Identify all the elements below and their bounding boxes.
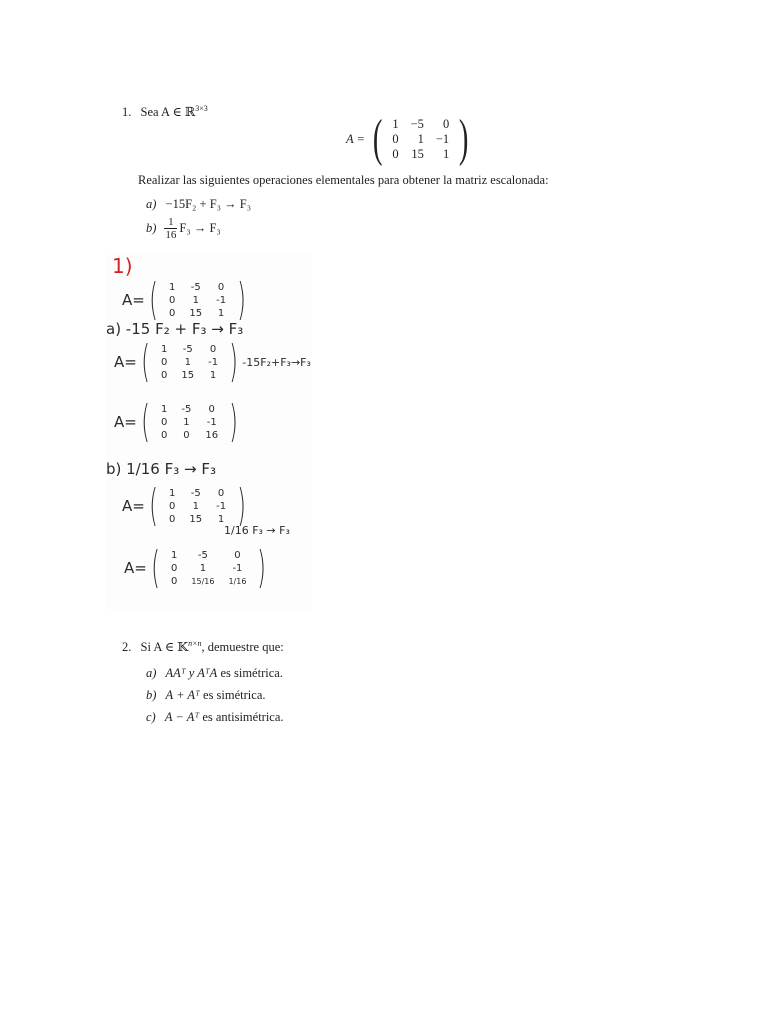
hw-cell: -1 [216, 500, 227, 512]
matrix-cell: 0 [392, 131, 399, 146]
problem2-heading [122, 639, 284, 655]
op-b-label: b) [146, 221, 157, 235]
item-c-text: es antisimétrica. [199, 710, 284, 724]
hw-matrix-2 [114, 396, 242, 447]
hw-matrix-3 [122, 480, 250, 531]
hw-a-label: A= [124, 559, 147, 577]
hw-cell: 15/16 [191, 576, 215, 586]
hw-a-label: A= [114, 353, 137, 371]
hw-cell: 0 [217, 281, 225, 293]
problem2-intro: Si A ∈ 𝕂 [140, 640, 189, 655]
hw-cell: 1 [184, 356, 191, 368]
hw-cell: 0 [234, 549, 241, 561]
op-a [146, 197, 251, 212]
item-b-label: b) [146, 688, 157, 702]
hw-cell: 0 [217, 487, 225, 499]
problem1-instruction: Realizar las siguientes operaciones elementales para obtener la matriz escalonada: [138, 173, 549, 187]
hw-cell: 1 [183, 416, 190, 428]
hw-cell: -5 [182, 343, 193, 355]
hw-step-b: b) 1/16 F₃ → F₃ [106, 460, 216, 478]
hw-cell: 15 [189, 513, 203, 525]
matrix-cell: 1 [392, 116, 399, 131]
hw-cell: 1 [171, 549, 178, 561]
hw-cell: 0 [169, 294, 176, 306]
hw-cell: -1 [208, 356, 219, 368]
hw-cell: 0 [171, 575, 178, 587]
hw-cell: 0 [161, 356, 168, 368]
fraction-denominator: 16 [165, 229, 177, 241]
matrix-table [386, 117, 455, 162]
matrix-cell: 1 [442, 146, 450, 161]
hw-cell: 1 [169, 281, 176, 293]
hw-cell: 1/16 [228, 576, 247, 586]
hw-step-a: a) -15 F₂ + F₃ → F₃ [106, 320, 244, 338]
left-paren: ( [141, 396, 150, 447]
hw-op-a: -15F₂+F₃→F₃ [242, 355, 311, 369]
hw-a-label: A= [122, 291, 145, 309]
right-paren: ) [237, 274, 246, 325]
matrix-cell: 1 [417, 131, 424, 146]
handwritten-photo [106, 254, 312, 610]
hw-a-label: A= [122, 497, 145, 515]
hw-cell: 0 [183, 429, 190, 441]
matrix-cell: 15 [411, 146, 424, 161]
matrix-cell: 0 [392, 146, 399, 161]
op-b-text: F₃ → F₃ [179, 221, 221, 235]
left-paren: ( [149, 274, 158, 325]
right-paren: ) [237, 480, 246, 531]
hw-cell: 1 [192, 500, 199, 512]
left-paren: ( [151, 542, 160, 593]
item-a-math: AAᵀ y AᵀA [165, 666, 218, 680]
problem2-item-b [146, 688, 266, 703]
fraction [164, 216, 177, 241]
right-paren: ) [459, 110, 469, 167]
item-c-math: A − Aᵀ [164, 710, 200, 724]
op-b [146, 216, 221, 241]
hw-cell: 0 [161, 429, 168, 441]
hw-matrix-table [164, 549, 253, 588]
hw-cell: 1 [199, 562, 207, 574]
hw-cell: -5 [197, 549, 208, 561]
item-c-label: c) [146, 710, 156, 724]
problem2-item-c [146, 710, 284, 725]
matrix-cell: −1 [435, 131, 450, 146]
hw-cell: -1 [216, 294, 227, 306]
right-paren: ) [229, 396, 238, 447]
item-b-math: A + Aᵀ [165, 688, 200, 702]
hw-cell: 0 [161, 369, 168, 381]
hw-matrix-0 [122, 274, 250, 325]
hw-matrix-table [162, 487, 233, 526]
hw-title: 1) [112, 254, 133, 278]
problem1-heading [122, 104, 208, 120]
item-a-text: es simétrica. [217, 666, 283, 680]
hw-cell: -1 [232, 562, 243, 574]
fraction-numerator: 1 [168, 216, 174, 228]
hw-cell: 1 [192, 294, 199, 306]
problem1-intro: Sea A ∈ ℝ [140, 105, 196, 120]
hw-cell: -5 [190, 281, 201, 293]
hw-cell: 0 [169, 513, 176, 525]
hw-cell: 0 [209, 343, 217, 355]
hw-matrix-table [154, 343, 225, 382]
hw-cell: 1 [161, 343, 168, 355]
hw-cell: 0 [161, 416, 168, 428]
right-paren: ) [229, 336, 238, 387]
problem2-tail: , demuestre que: [201, 640, 284, 655]
hw-a-label: A= [114, 413, 137, 431]
matrix-cell: 0 [442, 116, 450, 131]
hw-cell: 1 [209, 369, 217, 381]
hw-cell: -5 [181, 403, 192, 415]
right-paren: ) [257, 542, 267, 593]
left-paren: ( [149, 480, 158, 531]
problem1-number: 1. [122, 105, 132, 120]
item-a-label: a) [146, 666, 157, 680]
hw-op-b: 1/16 F₃ → F₃ [224, 524, 290, 537]
hw-matrix-4 [124, 542, 271, 593]
hw-cell: 0 [169, 307, 176, 319]
hw-cell: 1 [217, 307, 225, 319]
problem2-number: 2. [122, 640, 132, 655]
hw-matrix-table [162, 281, 233, 320]
item-b-text: es simétrica. [199, 688, 266, 702]
hw-cell: 0 [208, 403, 215, 415]
problem1-superscript: 3×3 [195, 104, 208, 113]
op-a-label: a) [146, 197, 157, 211]
matrix-label: A = [346, 131, 365, 146]
hw-cell: 15 [189, 307, 203, 319]
hw-cell: 1 [169, 487, 176, 499]
hw-cell: 0 [169, 500, 176, 512]
hw-cell: 16 [205, 429, 219, 441]
hw-cell: 1 [161, 403, 168, 415]
problem1-matrix [346, 110, 473, 167]
matrix-cell: −5 [410, 116, 424, 131]
hw-matrix-table [154, 403, 225, 442]
hw-cell: 1 [217, 513, 225, 525]
op-a-text: −15F₂ + F₃ → F₃ [165, 197, 252, 211]
hw-cell: 15 [181, 369, 195, 381]
problem2-item-a [146, 666, 283, 681]
problem2-superscript: n×n [188, 639, 202, 648]
left-paren: ( [372, 110, 383, 167]
left-paren: ( [141, 336, 150, 387]
hw-cell: -1 [206, 416, 217, 428]
hw-cell: -5 [190, 487, 201, 499]
hw-cell: 0 [171, 562, 178, 574]
hw-matrix-1 [114, 336, 311, 387]
